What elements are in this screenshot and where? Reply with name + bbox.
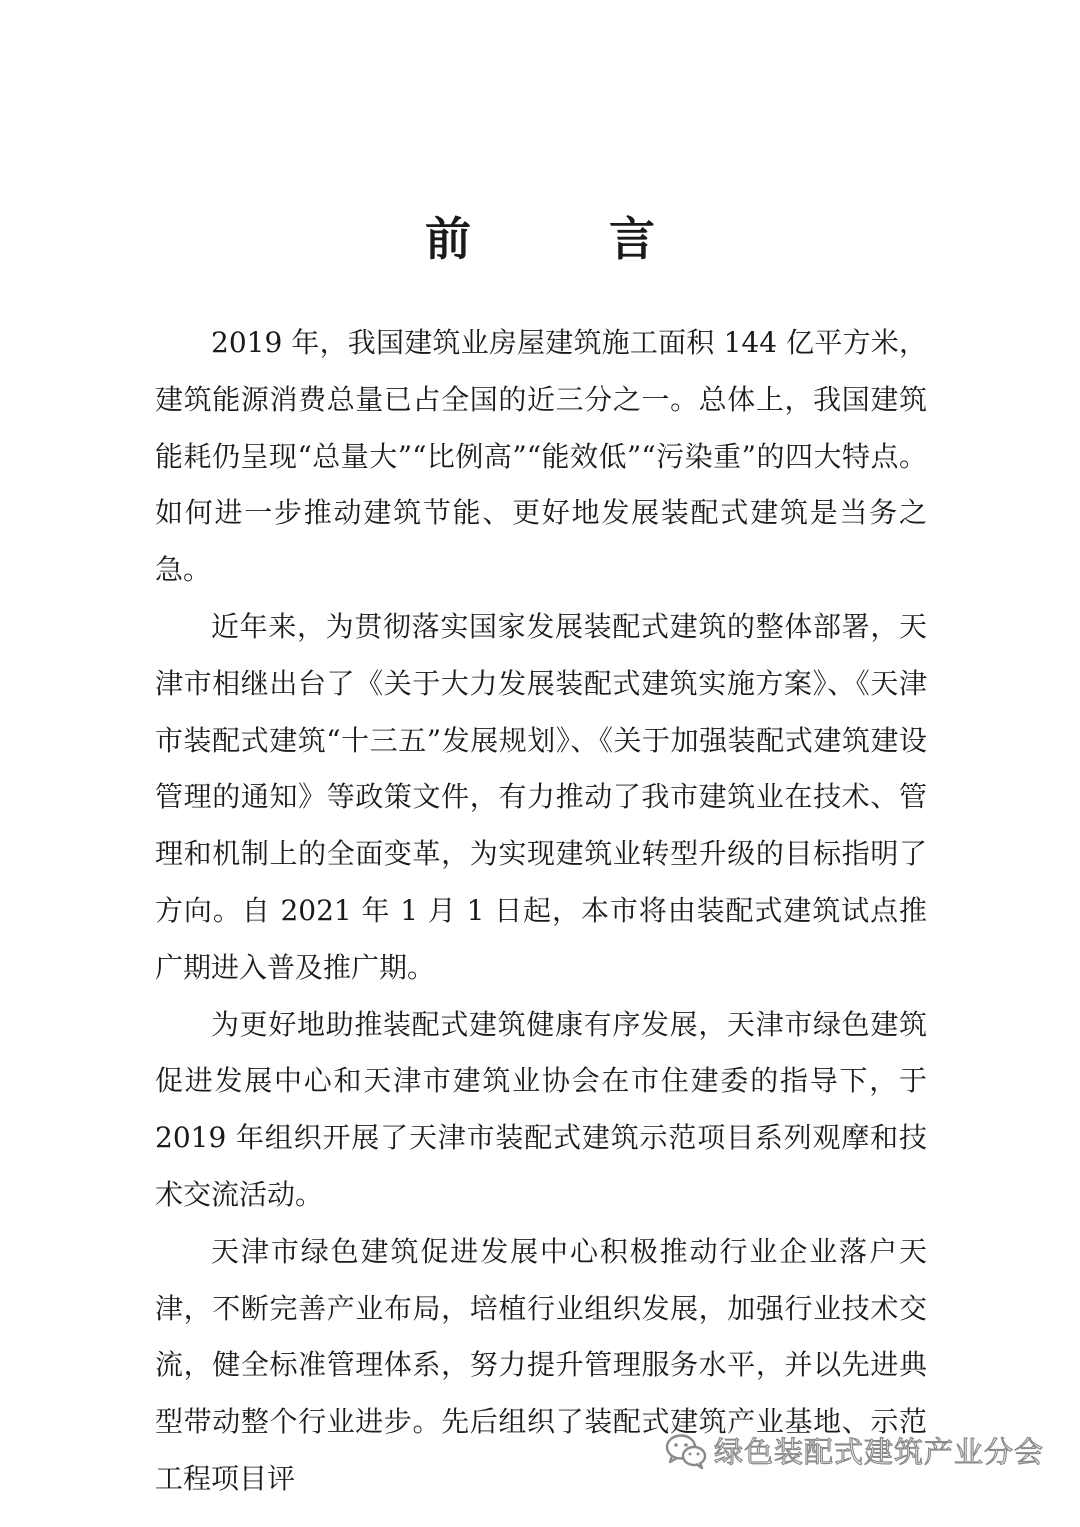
page-title: 前 言	[425, 211, 701, 266]
watermark-text: 绿色装配式建筑产业分会	[713, 1435, 1044, 1469]
paragraph-1: 2019 年，我国建筑业房屋建筑施工面积 144 亿平方米，建筑能源消费总量已占全国的近三分之一。总体上，我国建筑能耗仍呈现“总量大”“比例高”“能效低”“污染重”的四大特点。如何进一步推动建筑节能、更好地发展装配式建筑是当务之急。	[155, 326, 927, 587]
watermark	[664, 1430, 1044, 1471]
paragraph-4: 天津市绿色建筑促进发展中心积极推动行业企业落户天津，不断完善产业布局，培植行业组织发展，加强行业技术交流，健全标准管理体系，努力提升管理服务水平，并以先进典型带动整个行业进步。先后组织了装配式建筑产业基地、示范工程项目评	[155, 1234, 927, 1495]
paragraph-3: 为更好地助推装配式建筑健康有序发展，天津市绿色建筑促进发展中心和天津市建筑业协会在市住建委的指导下，于 2019 年组织开展了天津市装配式建筑示范项目系列观摩和技术交流活动。	[155, 1007, 927, 1211]
body-text	[155, 315, 927, 1508]
paragraph-2: 近年来，为贯彻落实国家发展装配式建筑的整体部署，天津市相继出台了《关于大力发展装配式建筑实施方案》、《天津市装配式建筑“十三五”发展规划》、《关于加强装配式建筑建设管理的通知》等政策文件，有力推动了我市建筑业在技术、管理和机制上的全面变革，为实现建筑业转型升级的目标指明了方向。自 2021 年 1 月 1 日起，本市将由装配式建筑试点推广期进入普及推广期。	[155, 609, 927, 984]
wechat-icon	[664, 1432, 708, 1470]
